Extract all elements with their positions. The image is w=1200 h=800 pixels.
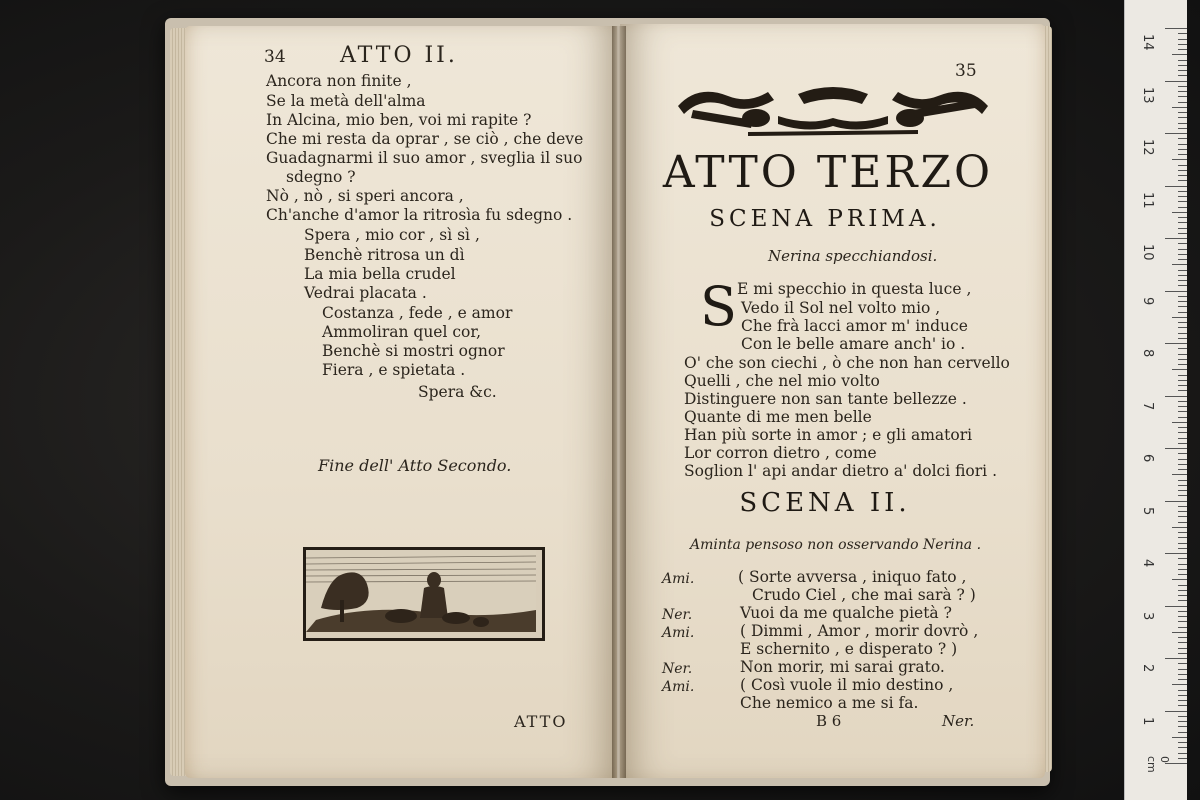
ruler-tick	[1178, 75, 1187, 76]
ruler-tick	[1165, 81, 1187, 82]
ruler-tick	[1178, 49, 1187, 50]
left-page-number: 34	[264, 47, 286, 67]
verse-line: In Alcina, mio ben, voi mi rapite ?	[266, 111, 532, 129]
headpiece-ornament-icon	[668, 76, 998, 138]
ruler-tick	[1178, 196, 1187, 197]
ruler-tick	[1178, 312, 1187, 313]
ruler-tick	[1178, 669, 1187, 670]
verse-line: Quelli , che nel mio volto	[684, 372, 880, 390]
dialogue-line: Non morir, mi sarai grato.	[740, 658, 945, 676]
dialogue-line: ( Dimmi , Amor , morir dovrò ,	[740, 622, 979, 640]
speaker-label: Ner.	[662, 607, 693, 623]
ruler-tick	[1165, 291, 1187, 292]
signature-mark: B 6	[816, 712, 842, 730]
scene-2-title: SCENA II.	[739, 488, 911, 518]
verse-line: sdegno ?	[286, 168, 356, 186]
ruler-tick	[1178, 506, 1187, 507]
ruler-tick	[1178, 679, 1187, 680]
verse-line: Soglion l' api andar dietro a' dolci fiori .	[684, 462, 997, 480]
ruler-tick	[1178, 485, 1187, 486]
ruler-unit-label: 0 cm	[1145, 756, 1171, 773]
ruler-number: 13	[1140, 86, 1155, 104]
ruler-tick	[1178, 96, 1187, 97]
dialogue-line: Vuoi da me qualche pietà ?	[740, 604, 952, 622]
ruler-tick	[1178, 390, 1187, 391]
ruler-tick	[1172, 737, 1187, 738]
verse-line: Guadagnarmi il suo amor , sveglia il suo	[266, 149, 583, 167]
ruler-tick	[1178, 453, 1187, 454]
ruler-tick	[1178, 327, 1187, 328]
ruler-tick	[1178, 700, 1187, 701]
ruler-tick	[1178, 648, 1187, 649]
ruler-tick	[1178, 322, 1187, 323]
ruler-tick	[1178, 228, 1187, 229]
speaker-label: Ami.	[662, 571, 695, 587]
ruler-tick	[1178, 249, 1187, 250]
ruler-tick	[1178, 44, 1187, 45]
ruler-tick	[1178, 149, 1187, 150]
ruler-tick	[1178, 354, 1187, 355]
ruler-tick	[1165, 28, 1187, 29]
ruler-tick	[1178, 695, 1187, 696]
left-catchword: ATTO	[514, 712, 568, 731]
ruler-tick	[1178, 690, 1187, 691]
ruler-number: 10	[1140, 244, 1155, 261]
ruler-tick	[1178, 39, 1187, 40]
left-running-head: ATTO II.	[340, 43, 458, 68]
ruler-tick	[1172, 527, 1187, 528]
ruler-tick	[1178, 569, 1187, 570]
ruler-number: 9	[1140, 296, 1155, 305]
ruler-tick	[1178, 259, 1187, 260]
verse-line: Nò , nò , si speri ancora ,	[266, 187, 464, 205]
aria-line: Fiera , e spietata .	[322, 361, 466, 379]
ruler-tick	[1165, 658, 1187, 659]
ruler-tick	[1165, 606, 1187, 607]
ruler-tick	[1178, 742, 1187, 743]
ruler-tick	[1178, 469, 1187, 470]
ruler-tick	[1178, 511, 1187, 512]
ruler-tick	[1178, 459, 1187, 460]
ruler-tick	[1178, 33, 1187, 34]
ruler-tick	[1178, 758, 1187, 759]
ruler-tick	[1178, 637, 1187, 638]
ruler-tick	[1178, 270, 1187, 271]
verse-line: Che frà lacci amor m' induce	[741, 317, 968, 335]
verse-line: Vedo il Sol nel volto mio ,	[741, 299, 941, 317]
ruler-tick	[1178, 516, 1187, 517]
verse-line: Con le belle amare anch' io .	[741, 335, 966, 353]
scene-1-stage-direction: Nerina specchiandosi.	[768, 247, 938, 265]
ruler-tick	[1178, 364, 1187, 365]
ruler-tick	[1172, 632, 1187, 633]
ruler-tick	[1178, 117, 1187, 118]
ruler-tick	[1178, 537, 1187, 538]
ruler-tick	[1178, 207, 1187, 208]
verse-line: Ancora non finite ,	[266, 72, 412, 90]
ruler-tick	[1178, 170, 1187, 171]
ruler-number: 14	[1140, 34, 1155, 51]
ruler-tick	[1178, 732, 1187, 733]
ruler-tick	[1165, 396, 1187, 397]
dialogue-line: E schernito , e disperato ? )	[740, 640, 958, 658]
ruler-tick	[1178, 590, 1187, 591]
page-edges-left	[170, 28, 186, 776]
ruler-tick	[1178, 438, 1187, 439]
scene-1-title: SCENA PRIMA.	[709, 206, 941, 232]
verse-line: Distinguere non san tante bellezze .	[684, 390, 967, 408]
act-title: ATTO TERZO	[662, 147, 994, 198]
aria-line: Benchè si mostri ognor	[322, 342, 505, 360]
ruler-tick	[1178, 91, 1187, 92]
ruler-tick	[1172, 369, 1187, 370]
ruler-tick	[1178, 233, 1187, 234]
ruler-tick	[1178, 306, 1187, 307]
ruler-tick	[1178, 616, 1187, 617]
ruler-tick	[1165, 711, 1187, 712]
ruler-tick	[1165, 448, 1187, 449]
ruler-tick	[1178, 480, 1187, 481]
ruler-number: 12	[1140, 139, 1155, 156]
ruler-tick	[1178, 201, 1187, 202]
ruler-tick	[1178, 705, 1187, 706]
dialogue-line: Crudo Ciel , che mai sarà ? )	[752, 586, 976, 604]
ruler-tick	[1172, 474, 1187, 475]
ruler-tick	[1178, 222, 1187, 223]
woodcut-illustration	[303, 547, 545, 641]
drop-cap-letter: S	[700, 275, 737, 338]
aria-line: Costanza , fede , e amor	[322, 304, 513, 322]
ruler-tick	[1178, 380, 1187, 381]
ruler-tick	[1172, 107, 1187, 108]
ruler-tick	[1178, 574, 1187, 575]
ruler-tick	[1165, 343, 1187, 344]
ruler-tick	[1178, 359, 1187, 360]
ruler-tick	[1178, 417, 1187, 418]
ruler-tick	[1178, 411, 1187, 412]
book-gutter	[612, 26, 626, 778]
ruler-tick	[1178, 747, 1187, 748]
ruler-tick	[1178, 285, 1187, 286]
aria-line: Benchè ritrosa un dì	[304, 246, 465, 264]
ruler-tick	[1172, 159, 1187, 160]
ruler-number: 5	[1140, 506, 1155, 515]
ruler-number: 8	[1140, 349, 1155, 358]
aria-line: La mia bella crudel	[304, 265, 456, 283]
ruler-tick	[1178, 217, 1187, 218]
woodcut-scene-icon	[306, 550, 536, 632]
ruler-tick	[1165, 553, 1187, 554]
aria-line: Ammoliran quel cor,	[322, 323, 482, 341]
verse-line: Se la metà dell'alma	[266, 92, 426, 110]
ruler-tick	[1178, 663, 1187, 664]
ruler-tick	[1178, 65, 1187, 66]
ruler-tick	[1165, 238, 1187, 239]
verse-line: Quante di me men belle	[684, 408, 872, 426]
ruler-tick	[1165, 133, 1187, 134]
ruler-number: 6	[1140, 454, 1155, 463]
ruler-tick	[1178, 595, 1187, 596]
ruler-tick	[1178, 464, 1187, 465]
ruler-tick	[1178, 128, 1187, 129]
ruler-number: 1	[1140, 716, 1155, 725]
ruler-tick	[1178, 443, 1187, 444]
ruler-tick	[1172, 317, 1187, 318]
ruler-tick	[1178, 621, 1187, 622]
ruler-tick	[1178, 401, 1187, 402]
scene-2-stage-direction: Aminta pensoso non osservando Nerina .	[690, 537, 982, 553]
right-page-number: 35	[955, 61, 977, 81]
ruler-tick	[1178, 280, 1187, 281]
da-capo-mark: Spera &c.	[418, 383, 497, 401]
ruler-tick	[1178, 296, 1187, 297]
ruler-tick	[1178, 564, 1187, 565]
verse-line: Han più sorte in amor ; e gli amatori	[684, 426, 973, 444]
ruler-tick	[1178, 112, 1187, 113]
ruler-tick	[1178, 254, 1187, 255]
ruler-tick	[1178, 338, 1187, 339]
ruler-tick	[1178, 60, 1187, 61]
ruler-tick	[1165, 501, 1187, 502]
ruler-tick	[1178, 495, 1187, 496]
ruler-tick	[1178, 653, 1187, 654]
ruler-tick	[1172, 422, 1187, 423]
ruler-tick	[1178, 301, 1187, 302]
ruler-tick	[1178, 611, 1187, 612]
ruler-tick	[1172, 579, 1187, 580]
ruler-tick	[1178, 275, 1187, 276]
ruler-tick	[1178, 102, 1187, 103]
ruler-tick	[1178, 385, 1187, 386]
ruler-tick	[1178, 627, 1187, 628]
ruler-tick	[1165, 186, 1187, 187]
ruler-tick	[1178, 543, 1187, 544]
ruler-tick	[1172, 212, 1187, 213]
ruler-tick	[1178, 243, 1187, 244]
ruler-tick	[1178, 86, 1187, 87]
ruler-tick	[1178, 585, 1187, 586]
verse-line: Lor corron dietro , come	[684, 444, 877, 462]
ruler-tick	[1178, 432, 1187, 433]
verse-line: E mi specchio in questa luce ,	[737, 280, 972, 298]
ruler-tick	[1172, 54, 1187, 55]
speaker-label: Ner.	[662, 661, 693, 677]
ruler-tick	[1178, 333, 1187, 334]
ruler-tick	[1178, 600, 1187, 601]
speaker-label: Ami.	[662, 679, 695, 695]
verse-line: Che mi resta da oprar , se ciò , che deve	[266, 130, 584, 148]
ruler-tick	[1178, 642, 1187, 643]
ruler-tick	[1178, 716, 1187, 717]
right-catchword: Ner.	[942, 712, 975, 730]
ruler-number: 4	[1140, 559, 1155, 568]
dialogue-line: Che nemico a me si fa.	[740, 694, 919, 712]
ruler-tick	[1178, 522, 1187, 523]
ruler-tick	[1178, 191, 1187, 192]
ruler-tick	[1178, 753, 1187, 754]
ruler-tick	[1178, 165, 1187, 166]
speaker-label: Ami.	[662, 625, 695, 641]
ruler-tick	[1178, 348, 1187, 349]
ruler-number: 3	[1140, 611, 1155, 620]
dialogue-line: ( Così vuole il mio destino ,	[740, 676, 954, 694]
ruler-tick	[1178, 123, 1187, 124]
ruler-tick	[1178, 180, 1187, 181]
ruler-tick	[1178, 674, 1187, 675]
ruler-tick	[1178, 144, 1187, 145]
ruler-number: 2	[1140, 664, 1155, 673]
ruler-tick	[1172, 264, 1187, 265]
ruler-tick	[1178, 427, 1187, 428]
ruler-tick	[1178, 548, 1187, 549]
aria-line: Spera , mio cor , sì sì ,	[304, 226, 480, 244]
measuring-ruler	[1124, 0, 1187, 800]
ruler-tick	[1178, 726, 1187, 727]
ruler-tick	[1172, 684, 1187, 685]
dialogue-line: ( Sorte avversa , iniquo fato ,	[738, 568, 967, 586]
ruler-tick	[1178, 490, 1187, 491]
act-end-line: Fine dell' Atto Secondo.	[318, 456, 512, 475]
verse-line: Ch'anche d'amor la ritrosìa fu sdegno .	[266, 206, 573, 224]
ruler-tick	[1178, 532, 1187, 533]
ruler-tick	[1178, 558, 1187, 559]
ruler-tick	[1178, 138, 1187, 139]
ruler-number: 11	[1140, 191, 1155, 209]
ruler-tick	[1178, 406, 1187, 407]
ruler-number: 7	[1140, 401, 1155, 410]
ruler-tick	[1178, 721, 1187, 722]
ruler-tick	[1178, 375, 1187, 376]
ruler-tick	[1178, 175, 1187, 176]
aria-line: Vedrai placata .	[304, 284, 427, 302]
verse-line: O' che son ciechi , ò che non han cervello	[684, 354, 1010, 372]
ruler-tick	[1178, 154, 1187, 155]
ruler-tick	[1178, 70, 1187, 71]
